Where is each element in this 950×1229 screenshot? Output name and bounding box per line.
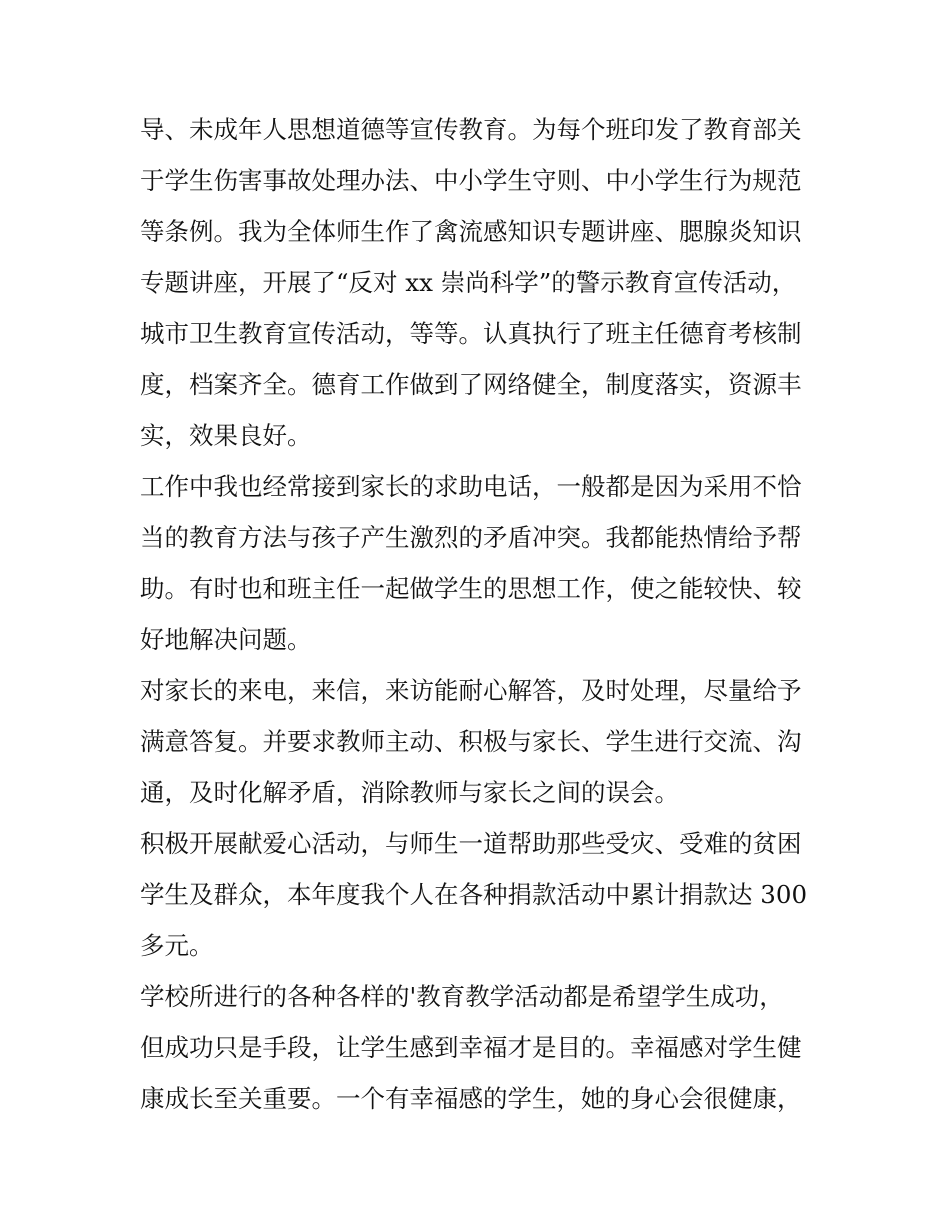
- document-body: [140, 104, 830, 1124]
- text-line: 城市卫生教育宣传活动，等等。认真执行了班主任德育考核制: [140, 319, 802, 348]
- text-line: 工作中我也经常接到家长的求助电话，一般都是因为采用不恰: [140, 472, 802, 501]
- text-line: 度，档案齐全。德育工作做到了网络健全，制度落实，资源丰: [140, 370, 802, 399]
- text-line: 学生及群众，本年度我个人在各种捐款活动中累计捐款达 300: [140, 880, 808, 909]
- text-line: 但成功只是手段，让学生感到幸福才是目的。幸福感对学生健: [140, 1033, 802, 1062]
- text-line: 导、未成年人思想道德等宣传教育。为每个班印发了教育部关: [140, 115, 802, 144]
- text-line: 通，及时化解矛盾，消除教师与家长之间的误会。: [140, 778, 679, 807]
- text-line: 康成长至关重要。一个有幸福感的学生，她的身心会很健康，: [140, 1084, 802, 1113]
- text-line: 多元。: [140, 931, 214, 960]
- text-line: 好地解决问题。: [140, 625, 312, 654]
- text-line: 专题讲座，开展了“反对 xx 崇尚科学”的警示教育宣传活动，: [140, 268, 797, 297]
- text-line: 学校所进行的各种各样的'教育教学活动都是希望学生成功，: [140, 982, 784, 1011]
- text-line: 等条例。我为全体师生作了禽流感知识专题讲座、腮腺炎知识: [140, 217, 802, 246]
- text-line: 于学生伤害事故处理办法、中小学生守则、中小学生行为规范: [140, 166, 802, 195]
- text-line: 助。有时也和班主任一起做学生的思想工作，使之能较快、较: [140, 574, 802, 603]
- text-line: 积极开展献爱心活动，与师生一道帮助那些受灾、受难的贫困: [140, 829, 802, 858]
- text-line: 对家长的来电，来信，来访能耐心解答，及时处理，尽量给予: [140, 676, 802, 705]
- text-line: 满意答复。并要求教师主动、积极与家长、学生进行交流、沟: [140, 727, 802, 756]
- text-line: 当的教育方法与孩子产生激烈的矛盾冲突。我都能热情给予帮: [140, 523, 802, 552]
- text-line: 实，效果良好。: [140, 421, 312, 450]
